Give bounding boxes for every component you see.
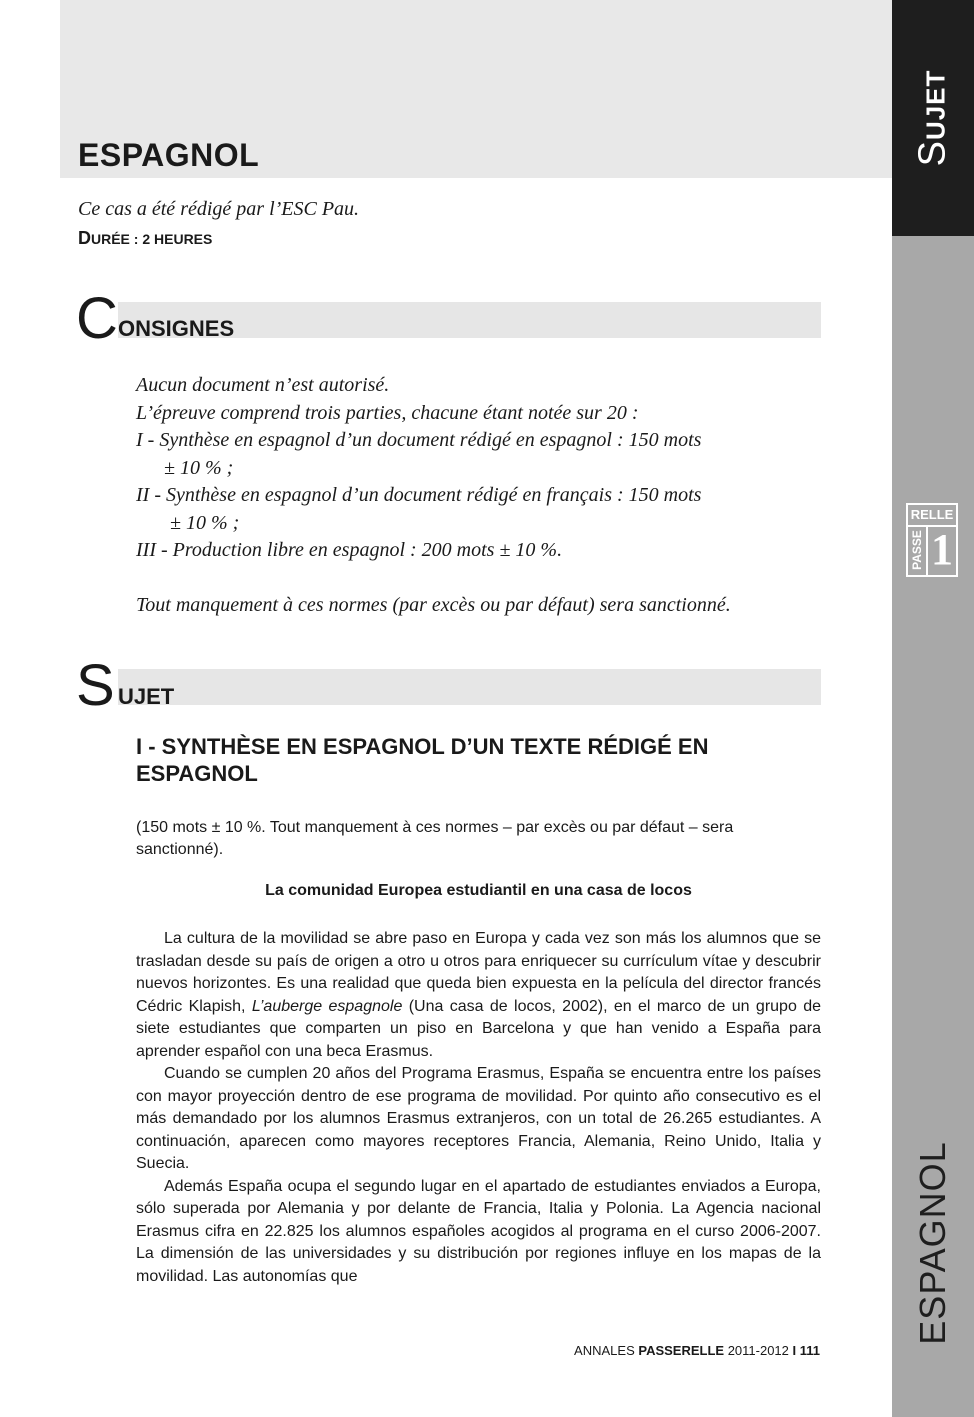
word-count-note: (150 mots ± 10 %. Tout manquement à ces normes – par excès ou par défaut – sera sanctionné). bbox=[136, 819, 734, 858]
consignes-text: Aucun document n’est autorisé. L’épreuve comprend trois parties, chacune étant notée sur 20 : I - Synthèse en espagnol d’un document rédigé en espagnol : 150 mots ± 10 % ; II - Synthèse en espagnol d’un document rédigé en français : 150 mots ± 10 % ; III - Production libre en espagnol : 200 mots ± 10 %. Tout manquement à ces normes (par excès ou par défaut) sera sanctionné. bbox=[136, 374, 731, 616]
sidebar-sujet-label: SUJET bbox=[911, 69, 954, 167]
article-paragraph: Cuando se cumplen 20 años del Programa Erasmus, España se encuentra entre los países con mayor proyección dentro de ese programa de movilidad. Por quinto año consecutivo es el más demandado por los alumnos Erasmus extranjeros, con un total de 26.265 estudiantes. A continuación, aparecen como mayores receptores Francia, Alemania, Reino Unido, Italia y Suecia. bbox=[136, 1065, 821, 1172]
sujet-heading: UJET bbox=[118, 684, 175, 709]
consignes-initial: C bbox=[76, 286, 118, 351]
article-body bbox=[136, 928, 821, 1288]
article-title: La comunidad Europea estudiantil en una casa de locos bbox=[265, 882, 692, 899]
logo-top-text: RELLE bbox=[908, 505, 956, 527]
part1-title: I - SYNTHÈSE EN ESPAGNOL D’UN TEXTE RÉDIGÉ EN ESPAGNOL bbox=[136, 734, 709, 786]
page-title: ESPAGNOL bbox=[78, 137, 260, 173]
logo-side-text: PASSE bbox=[910, 530, 924, 570]
consignes-heading: ONSIGNES bbox=[118, 316, 235, 341]
page-footer: ANNALES PASSERELLE 2011-2012 I 111 bbox=[574, 1343, 820, 1358]
logo-number: 1 bbox=[931, 525, 953, 574]
duration-line: DURÉE : 2 HEURES bbox=[78, 228, 213, 248]
sujet-initial: S bbox=[76, 653, 115, 718]
article-paragraph: Además España ocupa el segundo lugar en el apartado de estudiantes enviados a Europa, sólo superada por Alemania y por delante de Francia, Italia y Polonia. La Agencia nacional Erasmus cifra en 22.825 los alumnos españoles acogidos al programa en el curso 2006-2007. La dimensión de las universidades y su distribución por regiones influye en los mapas de la movilidad. Las autonomías que bbox=[136, 1177, 821, 1285]
article-paragraph: La cultura de la movilidad se abre paso en Europa y cada vez son más los alumnos que se trasladan desde su país de origen a otro u otros para enriquecer su currículum vítae y descubrir nuevos horizontes. Es una realidad que queda bien expuesta en la película del director francés Cédric Klapish, L’auberge espagnole (Una casa de locos, 2002), en el marco de un grupo de siete estudiantes que comparten un piso en Barcelona y que han venido a España para aprender español con una beca Erasmus. bbox=[136, 930, 822, 1060]
passerelle-logo bbox=[906, 503, 958, 577]
author-line: Ce cas a été rédigé par l’ESC Pau. bbox=[78, 198, 360, 220]
sidebar-espagnol-label: ESPAGNOL bbox=[912, 1141, 953, 1345]
sujet-band bbox=[118, 669, 821, 705]
